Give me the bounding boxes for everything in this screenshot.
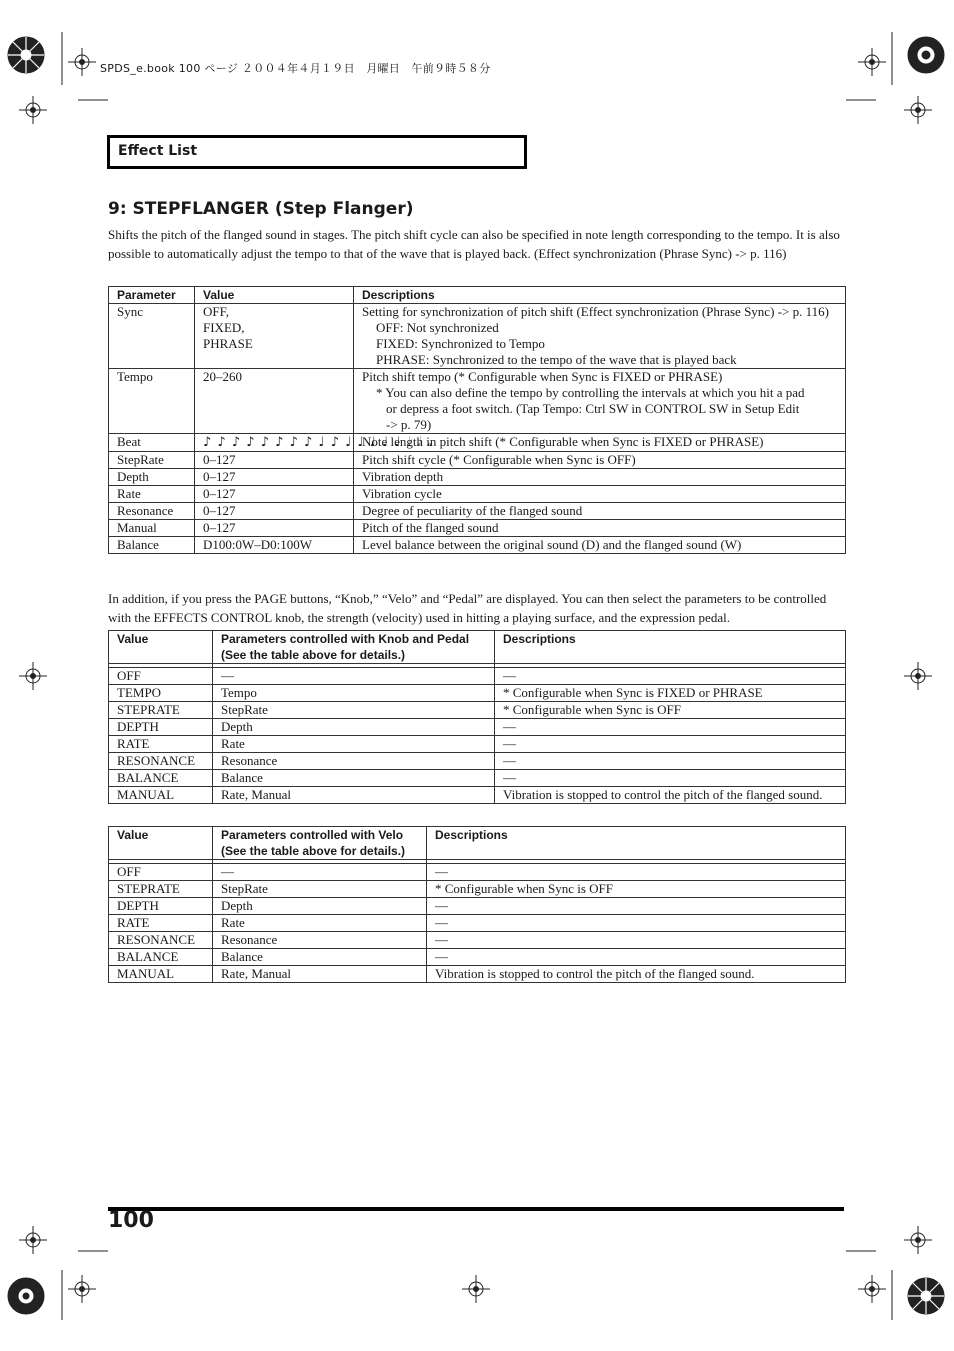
column-header: Value [109,827,213,860]
crosshair-mark [904,662,932,690]
param-description: Degree of peculiarity of the flanged sound [354,503,846,520]
param-description: Pitch shift cycle (* Configurable when Sync is OFF) [354,452,846,469]
crosshair-mark [858,48,886,76]
sunburst-mark-top-left [8,37,44,73]
desc-cell: — [427,949,846,966]
desc-cell: — [495,668,846,685]
desc-cell: * Configurable when Sync is OFF [495,702,846,719]
params-cell: — [213,668,495,685]
param-value: 0–127 [195,486,354,503]
column-header: Parameter [109,287,195,304]
params-cell: Rate, Manual [213,966,427,983]
table-row [109,770,846,787]
note-symbols: ♪ ♪ ♪ ♪ ♪ ♪ ♪ ♪ ♩ ♪ ♩ ♩ ♩ ♩ ♩ 𝅗𝅥 𝅗𝅥 𝅝 [203,435,434,450]
table-row [109,949,846,966]
param-value: 0–127 [195,503,354,520]
section-label: Effect List [118,143,198,159]
crosshair-mark [904,96,932,124]
sunburst-mark-bottom-left [8,1278,44,1314]
velo-table [108,826,846,983]
param-description: Level balance between the original sound (D) and the flanged sound (W) [354,537,846,554]
table-row [109,736,846,753]
params-cell: Balance [213,770,495,787]
desc-cell: * Configurable when Sync is FIXED or PHRASE [495,685,846,702]
page-heading: 9: STEPFLANGER (Step Flanger) [108,199,414,219]
desc-cell: — [427,932,846,949]
params-cell: Balance [213,949,427,966]
table-row [109,434,846,452]
value-cell: DEPTH [109,898,213,915]
param-name: Manual [109,520,195,537]
table-row [109,864,846,881]
sunburst-mark-bottom-right [908,1278,944,1314]
crosshair-mark [68,1275,96,1303]
param-name: Rate [109,486,195,503]
crosshair-mark [462,1275,490,1303]
file-header: SPDS_e.book 100 ページ ２００４年４月１９日 月曜日 午前９時５８分 [100,62,491,75]
param-description: Note length in pitch shift (* Configurable when Sync is FIXED or PHRASE) [354,434,846,452]
param-value [195,434,434,452]
desc-cell: — [427,864,846,881]
crosshair-mark [19,662,47,690]
desc-cell: — [495,770,846,787]
table-row [109,520,846,537]
table-row [109,685,846,702]
table-header-row [109,287,846,304]
param-value: 0–127 [195,520,354,537]
params-cell: Rate [213,736,495,753]
params-cell: Rate, Manual [213,787,495,804]
table-row [109,702,846,719]
desc-cell: — [427,898,846,915]
value-cell: MANUAL [109,787,213,804]
params-cell: Depth [213,898,427,915]
table-row [109,966,846,983]
desc-cell: — [427,915,846,932]
param-value: 0–127 [195,452,354,469]
param-name: Resonance [109,503,195,520]
param-description: Pitch shift tempo (* Configurable when Sync is FIXED or PHRASE) * You can also define the tempo by controlling the intervals at which you hit a pad or depress a foot switch. (Tap Tempo: Ctrl SW in CONTROL SW in Setup Edit -> p. 79) [354,369,846,434]
table-row [109,881,846,898]
table-row [109,537,846,554]
params-cell: Tempo [213,685,495,702]
params-cell: Depth [213,719,495,736]
value-cell: BALANCE [109,770,213,787]
value-cell: STEPRATE [109,881,213,898]
params-cell: — [213,864,427,881]
intro-paragraph: Shifts the pitch of the flanged sound in stages. The pitch shift cycle can also be specified in note length corresponding to the tempo. It is also possible to automatically adjust the tempo to that of the wave that is played back. (Effect synchronization (Phrase Sync) -> p. 116) [108,227,840,262]
table-row [109,486,846,503]
crosshair-mark [68,48,96,76]
param-name: Depth [109,469,195,486]
column-header: Value [195,287,354,304]
desc-cell: Vibration is stopped to control the pitch of the flanged sound. [495,787,846,804]
crosshair-mark [904,1226,932,1254]
crosshair-mark [19,1226,47,1254]
value-cell: RESONANCE [109,932,213,949]
value-cell: OFF [109,864,213,881]
crosshair-mark [19,96,47,124]
value-cell: TEMPO [109,685,213,702]
sunburst-mark-top-right [908,37,944,73]
value-cell: BALANCE [109,949,213,966]
table-row [109,304,846,369]
table-row [109,469,846,486]
value-cell: RATE [109,915,213,932]
params-cell: Rate [213,915,427,932]
parameter-table [108,286,846,554]
table-header-row [109,827,846,860]
param-name: Balance [109,537,195,554]
section-header-box [107,135,527,169]
table-row [109,915,846,932]
value-cell: DEPTH [109,719,213,736]
value-cell: RATE [109,736,213,753]
footer-rule [108,1207,844,1211]
desc-cell: — [495,753,846,770]
table-row [109,503,846,520]
column-header: Descriptions [495,631,846,664]
addition-paragraph: In addition, if you press the PAGE buttons, “Knob,” “Velo” and “Pedal” are displayed. You can then select the parameters to be controlled with the EFFECTS CONTROL knob, the strength (velocity) used in hitting a playing surface, and the expression pedal. [108,591,827,626]
table-row [109,932,846,949]
table-header-row [109,631,846,664]
table-row [109,898,846,915]
column-header: Value [109,631,213,664]
table-row [109,452,846,469]
page-number: 100 [108,1208,154,1233]
table-row [109,719,846,736]
param-name: StepRate [109,452,195,469]
value-cell: OFF [109,668,213,685]
param-description: Vibration cycle [354,486,846,503]
crosshair-mark [858,1275,886,1303]
param-description: Pitch of the flanged sound [354,520,846,537]
params-cell: StepRate [213,881,427,898]
desc-cell: Vibration is stopped to control the pitch of the flanged sound. [427,966,846,983]
param-value: 0–127 [195,469,354,486]
param-value: 20–260 [195,369,354,434]
params-cell: Resonance [213,753,495,770]
desc-cell: — [495,719,846,736]
param-description: Setting for synchronization of pitch shift (Effect synchronization (Phrase Sync) -> p. 116) OFF: Not synchronized FIXED: Synchronized to Tempo PHRASE: Synchronized to the tempo of the wave that is played back [354,304,846,369]
param-value: OFF, FIXED, PHRASE [195,304,354,369]
desc-cell: * Configurable when Sync is OFF [427,881,846,898]
params-cell: StepRate [213,702,495,719]
column-header: Descriptions [427,827,846,860]
column-header: Descriptions [354,287,846,304]
value-cell: STEPRATE [109,702,213,719]
value-cell: RESONANCE [109,753,213,770]
params-cell: Resonance [213,932,427,949]
table-row [109,668,846,685]
table-row [109,787,846,804]
column-header: Parameters controlled with Knob and Pedal (See the table above for details.) [213,631,495,664]
column-header: Parameters controlled with Velo (See the table above for details.) [213,827,427,860]
desc-cell: — [495,736,846,753]
param-name: Sync [109,304,195,369]
value-cell: MANUAL [109,966,213,983]
table-row [109,753,846,770]
param-description: Vibration depth [354,469,846,486]
param-value: D100:0W–D0:100W [195,537,354,554]
param-name: Tempo [109,369,195,434]
param-name: Beat [109,434,195,452]
table-row [109,369,846,434]
knob-pedal-table [108,630,846,804]
